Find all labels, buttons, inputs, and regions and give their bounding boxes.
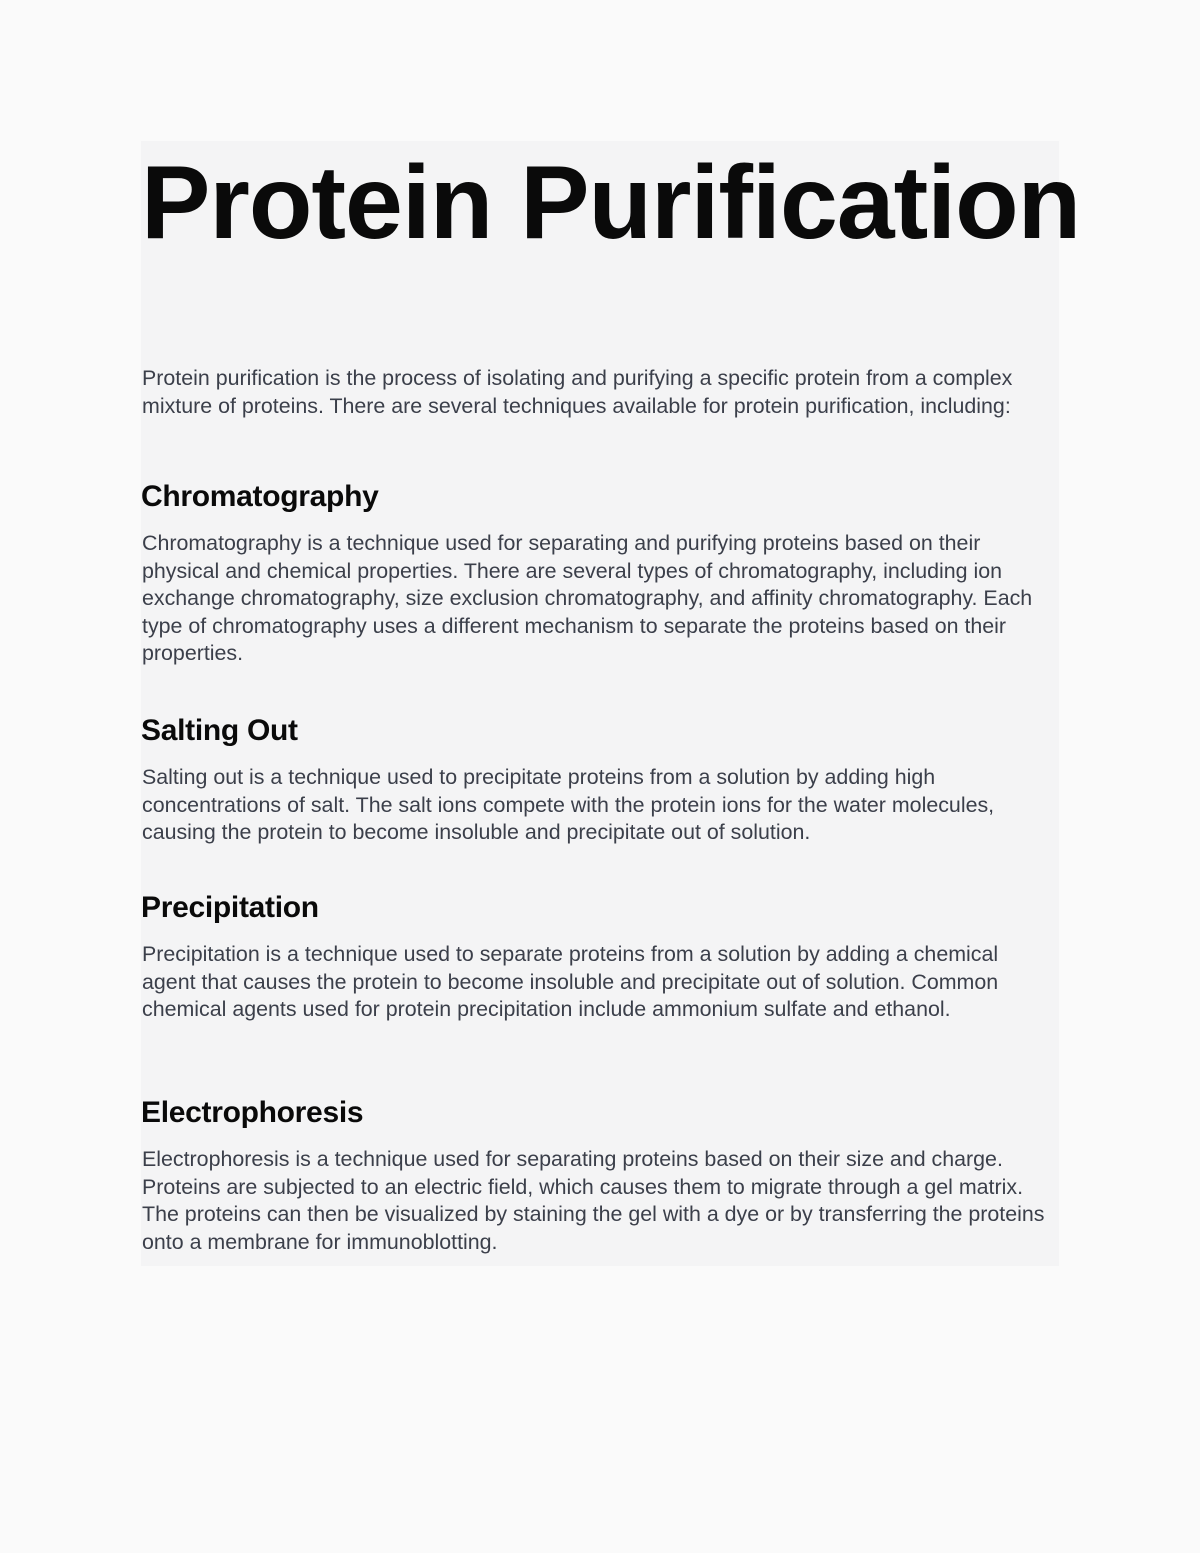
intro-paragraph: Protein purification is the process of isolating and purifying a specific protein from a complex mixture of proteins. There are several techniques available for protein purification, including: xyxy=(142,366,1013,418)
section-body: Salting out is a technique used to precipitate proteins from a solution by adding high concentrations of salt. The salt ions compete with the protein ions for the water molecules, causing the protein to become insoluble and precipitate out of solution. xyxy=(142,765,995,845)
section-heading: Precipitation xyxy=(141,891,319,924)
section-body: Precipitation is a technique used to separate proteins from a solution by adding a chemical agent that causes the protein to become insoluble and precipitate out of solution. Common chemical agents used for protein precipitation include ammonium sulfate and ethanol. xyxy=(142,942,999,1022)
section-body: Chromatography is a technique used for separating and purifying proteins based on their physical and chemical properties. There are several types of chromatography, including ion exchange chromatography, size exclusion chromatography, and affinity chromatography. Each type of chromatography uses a different mechanism to separate the proteins based on their properties. xyxy=(142,531,1033,666)
page-title: Protein Purification xyxy=(141,145,1081,261)
section-electrophoresis xyxy=(141,1095,1056,1256)
section-heading: Electrophoresis xyxy=(141,1096,364,1129)
section-precipitation xyxy=(141,890,1056,1024)
section-body: Electrophoresis is a technique used for separating proteins based on their size and charge. Proteins are subjected to an electric field, which causes them to migrate through a gel matrix. The proteins can then be visualized by staining the gel with a dye or by transferring the proteins onto a membrane for immunoblotting. xyxy=(142,1147,1045,1254)
section-heading: Chromatography xyxy=(141,480,379,513)
section-salting-out xyxy=(141,713,1056,847)
section-chromatography xyxy=(141,479,1056,668)
document-content xyxy=(141,141,1081,1266)
section-heading: Salting Out xyxy=(141,714,298,747)
